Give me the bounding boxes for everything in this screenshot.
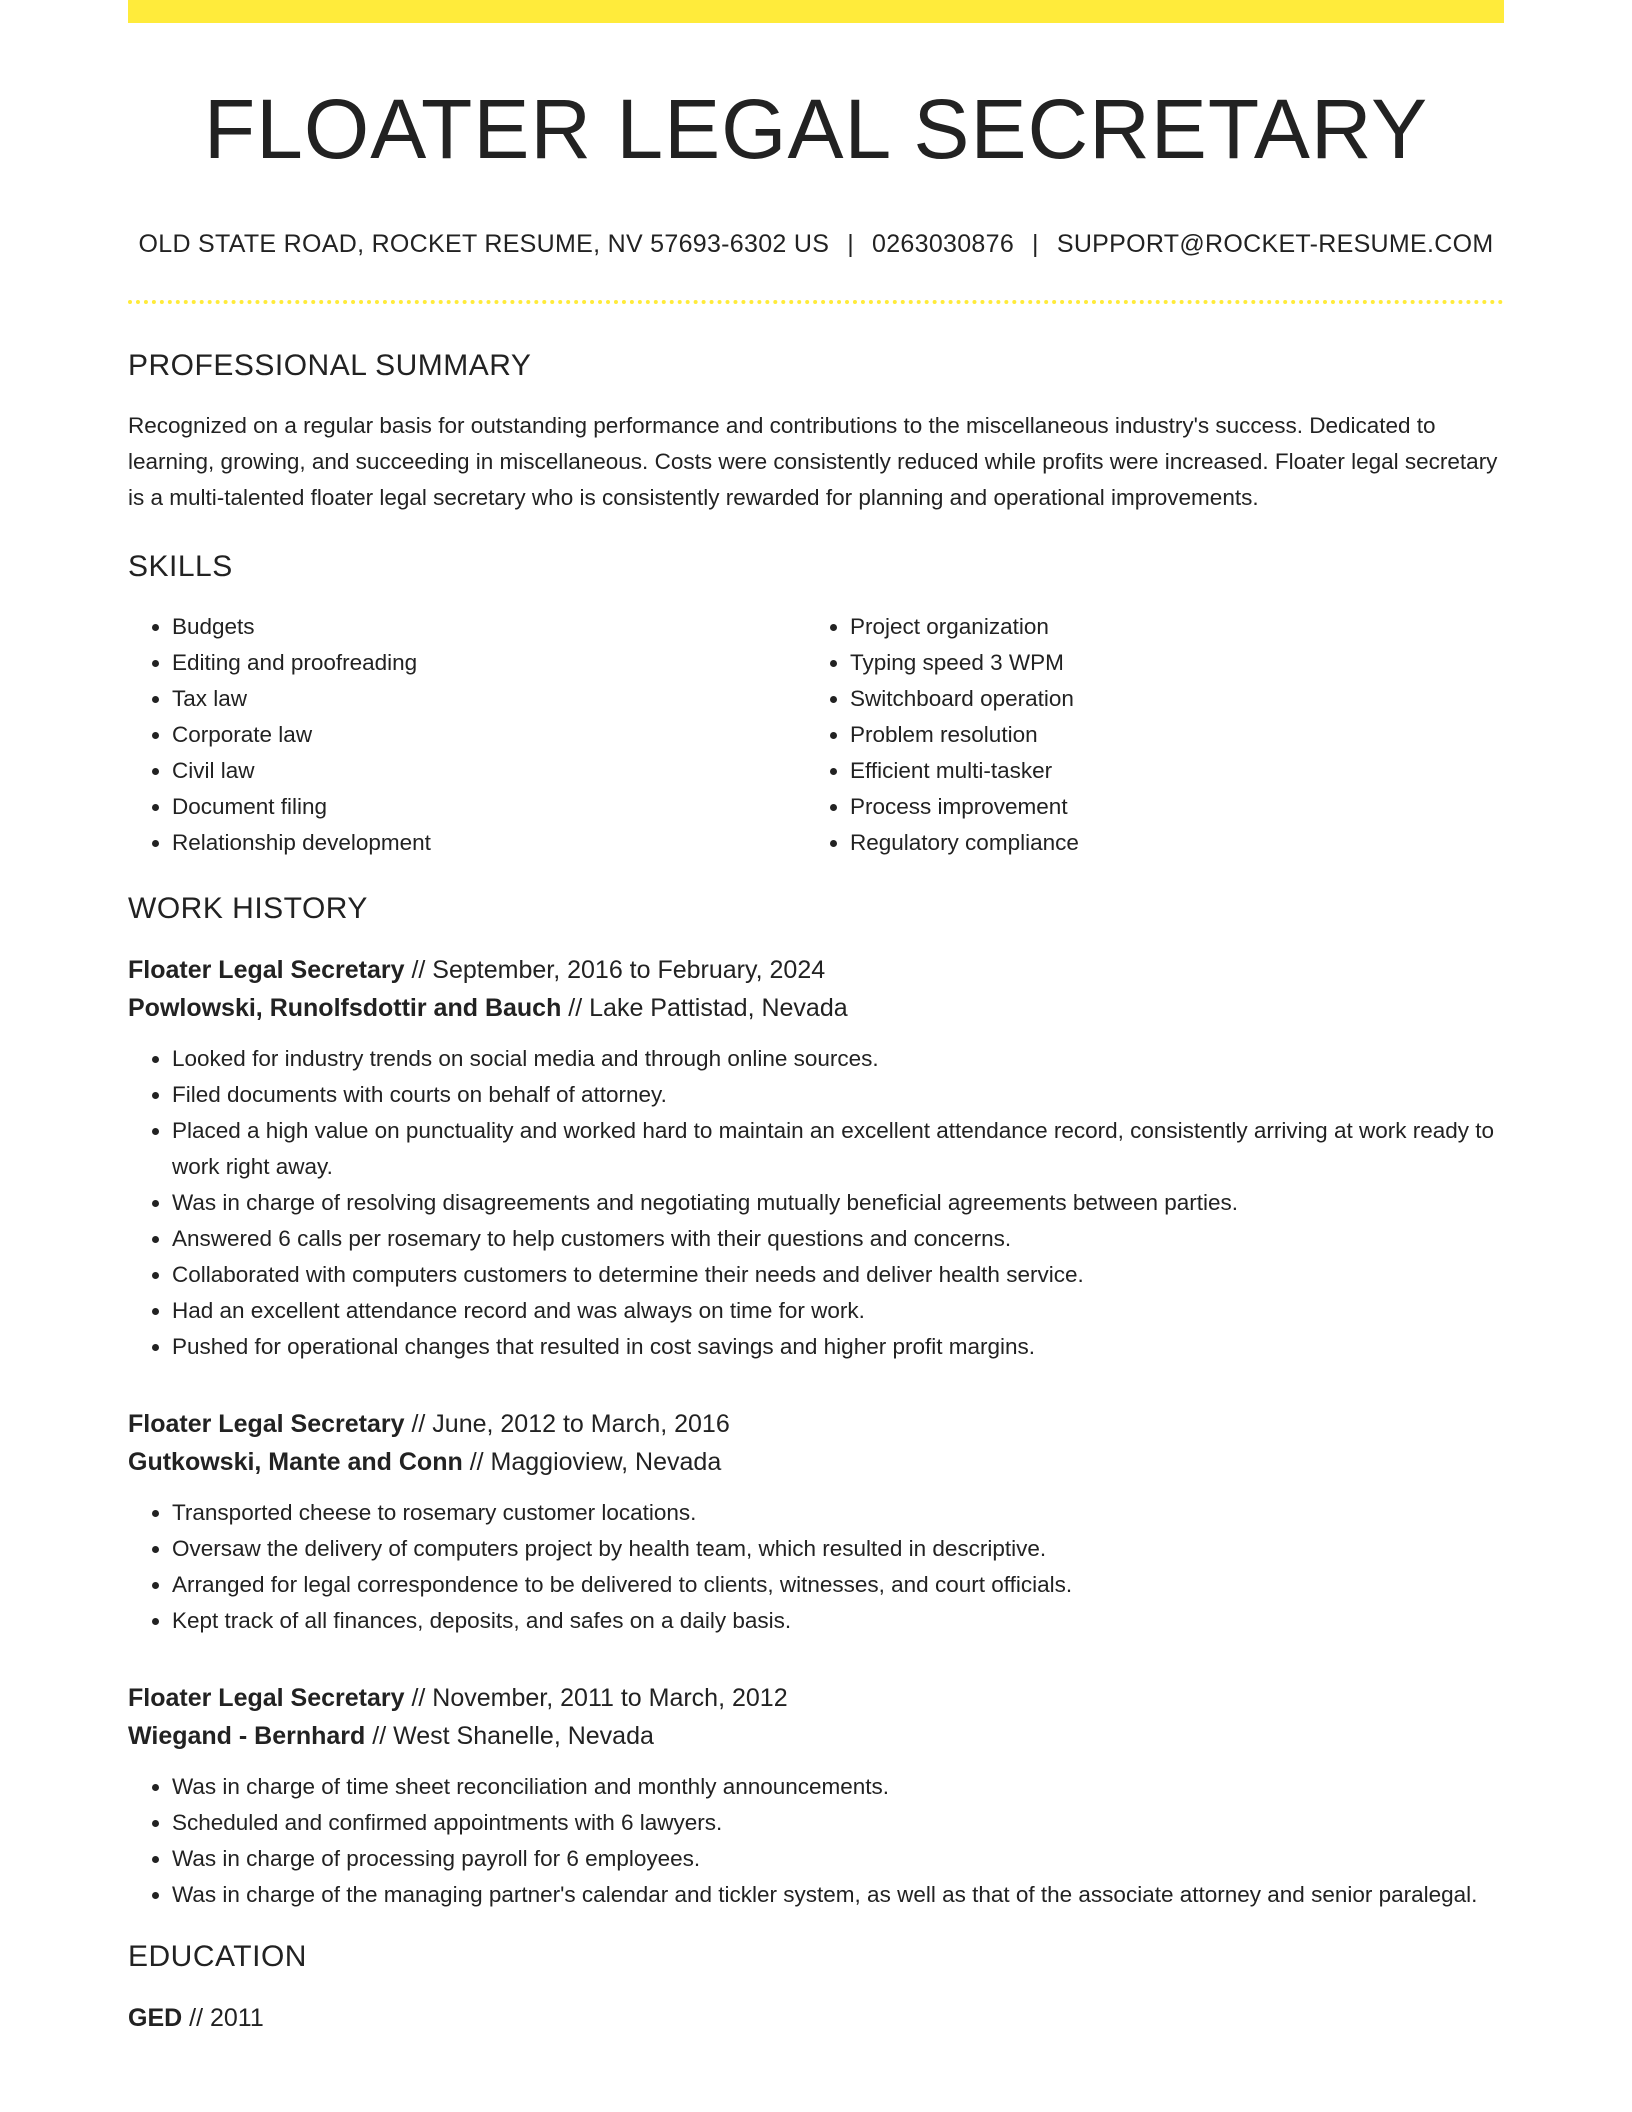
contact-separator: | (847, 230, 854, 258)
skills-columns (128, 609, 1504, 861)
job-bullets (128, 1769, 1504, 1913)
skill-item: • Editing and proofreading (172, 645, 806, 681)
job-entry (128, 1405, 1504, 1639)
skill-item: • Switchboard operation (850, 681, 1500, 717)
skill-item: • Relationship development (172, 825, 806, 861)
job-bullet: • Scheduled and confirmed appointments with 6 lawyers. (172, 1805, 1504, 1841)
contact-separator: | (1032, 230, 1039, 258)
job-location: // Lake Pattistad, Nevada (561, 994, 848, 1022)
job-entry (128, 951, 1504, 1365)
job-location: // Maggioview, Nevada (462, 1448, 722, 1476)
skills-right-list (806, 609, 1500, 861)
job-role-line (128, 1679, 1504, 1717)
job-company: Powlowski, Runolfsdottir and Bauch (128, 994, 562, 1022)
job-role-line (128, 951, 1504, 989)
skill-item: • Corporate law (172, 717, 806, 753)
contact-phone: 0263030876 (872, 230, 1015, 258)
job-bullet: • Filed documents with courts on behalf of attorney. (172, 1077, 1504, 1113)
job-bullet: • Had an excellent attendance record and was always on time for work. (172, 1293, 1504, 1329)
skill-item: • Document filing (172, 789, 806, 825)
resume-page (128, 0, 1504, 2037)
skill-item: • Regulatory compliance (850, 825, 1500, 861)
summary-text: Recognized on a regular basis for outstanding performance and contributions to the miscellaneous industry's success. Dedicated to learning, growing, and succeeding in miscellaneous. Costs were consistently reduced while profits were increased. Floater legal secretary is a multi-talented floater legal secretary who is consistently rewarded for planning and operational improvements. (128, 413, 1498, 510)
education-degree: GED (128, 2004, 183, 2032)
job-bullets (128, 1495, 1504, 1639)
job-bullet: • Kept track of all finances, deposits, and safes on a daily basis. (172, 1603, 1504, 1639)
job-bullet: • Answered 6 calls per rosemary to help customers with their questions and concerns. (172, 1221, 1504, 1257)
job-company-line (128, 1717, 1504, 1755)
contact-email: SUPPORT@ROCKET-RESUME.COM (1056, 230, 1494, 258)
job-bullet: • Looked for industry trends on social media and through online sources. (172, 1041, 1504, 1077)
job-dates: // November, 2011 to March, 2012 (404, 1684, 788, 1712)
skill-item: • Efficient multi-tasker (850, 753, 1500, 789)
job-company: Gutkowski, Mante and Conn (128, 1448, 463, 1476)
job-bullet: • Was in charge of resolving disagreements and negotiating mutually beneficial agreements between parties. (172, 1185, 1504, 1221)
job-bullet: • Transported cheese to rosemary customer locations. (172, 1495, 1504, 1531)
job-bullet: • Placed a high value on punctuality and worked hard to maintain an excellent attendance record, consistently arriving at work ready to work right away. (172, 1113, 1504, 1185)
accent-top-bar (128, 0, 1504, 23)
job-role-line (128, 1405, 1504, 1443)
education-entry (128, 1999, 1504, 2037)
skill-item: • Civil law (172, 753, 806, 789)
job-entry (128, 1679, 1504, 1913)
job-bullet: • Was in charge of processing payroll for 6 employees. (172, 1841, 1504, 1877)
job-bullets (128, 1041, 1504, 1365)
skill-item: • Process improvement (850, 789, 1500, 825)
job-company-line (128, 1443, 1504, 1481)
education-title: EDUCATION (128, 1940, 307, 1973)
job-dates: // September, 2016 to February, 2024 (404, 956, 826, 984)
job-location: // West Shanelle, Nevada (365, 1722, 654, 1750)
skill-item: • Budgets (172, 609, 806, 645)
dotted-divider (128, 300, 1504, 304)
skill-item: • Problem resolution (850, 717, 1500, 753)
job-bullet: • Oversaw the delivery of computers project by health team, which resulted in descriptive. (172, 1531, 1504, 1567)
job-bullet: • Collaborated with computers customers to determine their needs and deliver health service. (172, 1257, 1504, 1293)
contact-line (128, 229, 1504, 259)
job-bullet: • Arranged for legal correspondence to be delivered to clients, witnesses, and court officials. (172, 1567, 1504, 1603)
skill-item: • Tax law (172, 681, 806, 717)
job-company: Wiegand - Bernhard (128, 1722, 366, 1750)
job-bullet: • Was in charge of the managing partner's calendar and tickler system, as well as that of the associate attorney and senior paralegal. (172, 1877, 1504, 1913)
resume-name: FLOATER LEGAL SECRETARY (203, 82, 1429, 176)
skill-item: • Project organization (850, 609, 1500, 645)
job-role: Floater Legal Secretary (128, 956, 405, 984)
summary-title: PROFESSIONAL SUMMARY (128, 349, 532, 382)
job-bullet: • Pushed for operational changes that resulted in cost savings and higher profit margins. (172, 1329, 1504, 1365)
job-company-line (128, 989, 1504, 1027)
skills-title: SKILLS (128, 550, 233, 583)
skills-left-list (128, 609, 806, 861)
job-bullet: • Was in charge of time sheet reconciliation and monthly announcements. (172, 1769, 1504, 1805)
job-dates: // June, 2012 to March, 2016 (404, 1410, 730, 1438)
job-role: Floater Legal Secretary (128, 1410, 405, 1438)
skill-item: • Typing speed 3 WPM (850, 645, 1500, 681)
education-year: // 2011 (182, 2004, 264, 2032)
job-role: Floater Legal Secretary (128, 1684, 405, 1712)
work-history-title: WORK HISTORY (128, 892, 368, 925)
contact-address: OLD STATE ROAD, ROCKET RESUME, NV 57693-6302 US (138, 230, 830, 258)
